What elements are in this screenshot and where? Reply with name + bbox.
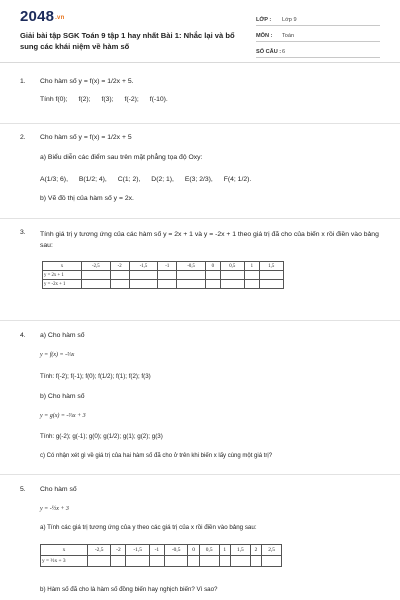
answer-cell[interactable] xyxy=(82,271,111,280)
answer-cell[interactable] xyxy=(110,280,129,289)
table-header-row xyxy=(43,262,284,271)
point: C(1; 2), xyxy=(117,176,141,183)
answer-cell[interactable] xyxy=(149,556,164,567)
formula-a: y = f(x) = -⅔x xyxy=(40,352,75,358)
table-cell: 0 xyxy=(188,545,200,556)
question-number: 1. xyxy=(20,78,26,85)
question-text: Cho hàm số xyxy=(40,486,77,493)
table-cell: 0 xyxy=(205,262,220,271)
question-count-field xyxy=(256,47,380,58)
table-cell: 0,5 xyxy=(199,545,219,556)
question-number: 5. xyxy=(20,486,26,493)
site-logo[interactable]: $2048^{.vn}$ xyxy=(20,8,65,25)
divider xyxy=(0,320,400,321)
point: F(4; 1/2). xyxy=(223,176,252,183)
answer-cell[interactable] xyxy=(111,556,126,567)
answer-cell[interactable] xyxy=(259,280,283,289)
question-text: Cho hàm số y = f(x) = 1/2x + 5. xyxy=(40,78,134,85)
answer-cell[interactable] xyxy=(164,556,187,567)
table-cell: x xyxy=(43,262,82,271)
table-row-label: y = 2x + 1 xyxy=(43,271,82,280)
answer-cell[interactable] xyxy=(126,556,149,567)
table-cell: -2,5 xyxy=(82,262,111,271)
part-b: b) Hàm số đã cho là hàm số đồng biến hay nghịch biến? Vì sao? xyxy=(40,586,218,593)
table-cell: 1,5 xyxy=(231,545,251,556)
part-c: c) Có nhận xét gì về giá trị của hai hàm số đã cho ở trên khi biến x lấy cùng một giá trị? xyxy=(40,453,273,459)
point: B(1/2; 4), xyxy=(78,176,107,183)
answer-cell[interactable] xyxy=(250,556,262,567)
part-b: b) Vẽ đồ thị của hàm số y = 2x. xyxy=(40,195,134,202)
question-count-value: 6 xyxy=(282,49,286,55)
table-cell: -2,5 xyxy=(88,545,111,556)
answer-cell[interactable] xyxy=(177,280,206,289)
item: f(-2); xyxy=(124,96,139,103)
table-cell: -1 xyxy=(158,262,177,271)
question-items xyxy=(40,96,177,103)
answer-cell[interactable] xyxy=(158,271,177,280)
point: A(1/3; 6), xyxy=(40,176,68,183)
page-header xyxy=(0,0,400,63)
answer-cell[interactable] xyxy=(158,280,177,289)
answer-cell[interactable] xyxy=(205,271,220,280)
answer-cell[interactable] xyxy=(231,556,251,567)
subject-field xyxy=(256,31,380,42)
point: E(3; 2/3), xyxy=(184,176,213,183)
question-number: 4. xyxy=(20,332,26,339)
table-row xyxy=(43,271,284,280)
answer-cell[interactable] xyxy=(129,271,158,280)
part-a: a) Cho hàm số xyxy=(40,332,85,339)
table-row xyxy=(41,556,282,567)
answer-cell[interactable] xyxy=(82,280,111,289)
answer-cell[interactable] xyxy=(199,556,219,567)
item: f(2); xyxy=(78,96,91,103)
answer-cell[interactable] xyxy=(205,280,220,289)
answer-cell[interactable] xyxy=(262,556,282,567)
table-cell: -2 xyxy=(110,262,129,271)
subject-value: Toán xyxy=(282,33,295,39)
value-table xyxy=(42,261,284,289)
divider xyxy=(0,218,400,219)
question-number: 2. xyxy=(20,134,26,141)
table-cell: 1 xyxy=(219,545,231,556)
item: f(3); xyxy=(101,96,114,103)
page-title: Giải bài tập SGK Toán 9 tập 1 hay nhất Bài 1: Nhắc lại và bổ sung các khái niệm về hàm số xyxy=(20,31,235,51)
table-cell: -1,5 xyxy=(129,262,158,271)
formula: y = -½x + 3 xyxy=(40,506,69,512)
point: D(2; 1), xyxy=(151,176,174,183)
table-row-label: y = -2x + 1 xyxy=(43,280,82,289)
answer-cell[interactable] xyxy=(220,280,244,289)
table-cell: x xyxy=(41,545,88,556)
table-row xyxy=(43,280,284,289)
point-list xyxy=(40,176,260,183)
subject-label: MÔN : xyxy=(256,33,273,39)
table-cell: -1 xyxy=(149,545,164,556)
item: f(-10). xyxy=(149,96,168,103)
class-label: LỚP : xyxy=(256,17,272,23)
answer-cell[interactable] xyxy=(244,271,259,280)
table-cell: 0,5 xyxy=(220,262,244,271)
divider xyxy=(0,123,400,124)
answer-cell[interactable] xyxy=(188,556,200,567)
table-cell: 1 xyxy=(244,262,259,271)
calc-a: Tính: f(-2); f(-1); f(0); f(1/2); f(1); f(2); f(3) xyxy=(40,373,151,380)
question-text: Tính giá trị y tương ứng của các hàm số y = 2x + 1 và y = -2x + 1 theo giá trị đã cho của biến x rồi điền vào bảng sau: xyxy=(40,231,379,249)
table-row-label: y = ½x + 3 xyxy=(41,556,88,567)
table-cell: -2 xyxy=(111,545,126,556)
table-cell: -1,5 xyxy=(126,545,149,556)
answer-cell[interactable] xyxy=(244,280,259,289)
answer-cell[interactable] xyxy=(88,556,111,567)
answer-cell[interactable] xyxy=(177,271,206,280)
value-table xyxy=(40,544,282,567)
answer-cell[interactable] xyxy=(110,271,129,280)
question-text: Cho hàm số y = f(x) = 1/2x + 5 xyxy=(40,134,132,141)
question-count-label: SỐ CÂU : xyxy=(256,49,282,55)
table-cell: 2,5 xyxy=(262,545,282,556)
part-b: b) Cho hàm số xyxy=(40,393,85,400)
answer-cell[interactable] xyxy=(259,271,283,280)
divider xyxy=(0,474,400,475)
formula-b: y = g(x) = -⅔x + 3 xyxy=(40,413,86,419)
table-header-row xyxy=(41,545,282,556)
class-value: Lớp 9 xyxy=(282,17,297,23)
answer-cell[interactable] xyxy=(219,556,231,567)
item: Tính f(0); xyxy=(40,96,68,103)
calc-b: Tính: g(-2); g(-1); g(0); g(1/2); g(1); g(2); g(3) xyxy=(40,433,163,440)
table-cell: -0,5 xyxy=(164,545,187,556)
table-cell: 1,5 xyxy=(259,262,283,271)
part-a: a) Tính các giá trị tương ứng của y theo các giá trị của x rồi điền vào bảng sau: xyxy=(40,524,257,531)
table-cell: 2 xyxy=(250,545,262,556)
table-cell: -0,5 xyxy=(177,262,206,271)
part-a: a) Biểu diễn các điểm sau trên mặt phẳng tọa độ Oxy: xyxy=(40,154,203,161)
question-number: 3. xyxy=(20,229,26,236)
class-field xyxy=(256,15,380,26)
answer-cell[interactable] xyxy=(129,280,158,289)
answer-cell[interactable] xyxy=(220,271,244,280)
